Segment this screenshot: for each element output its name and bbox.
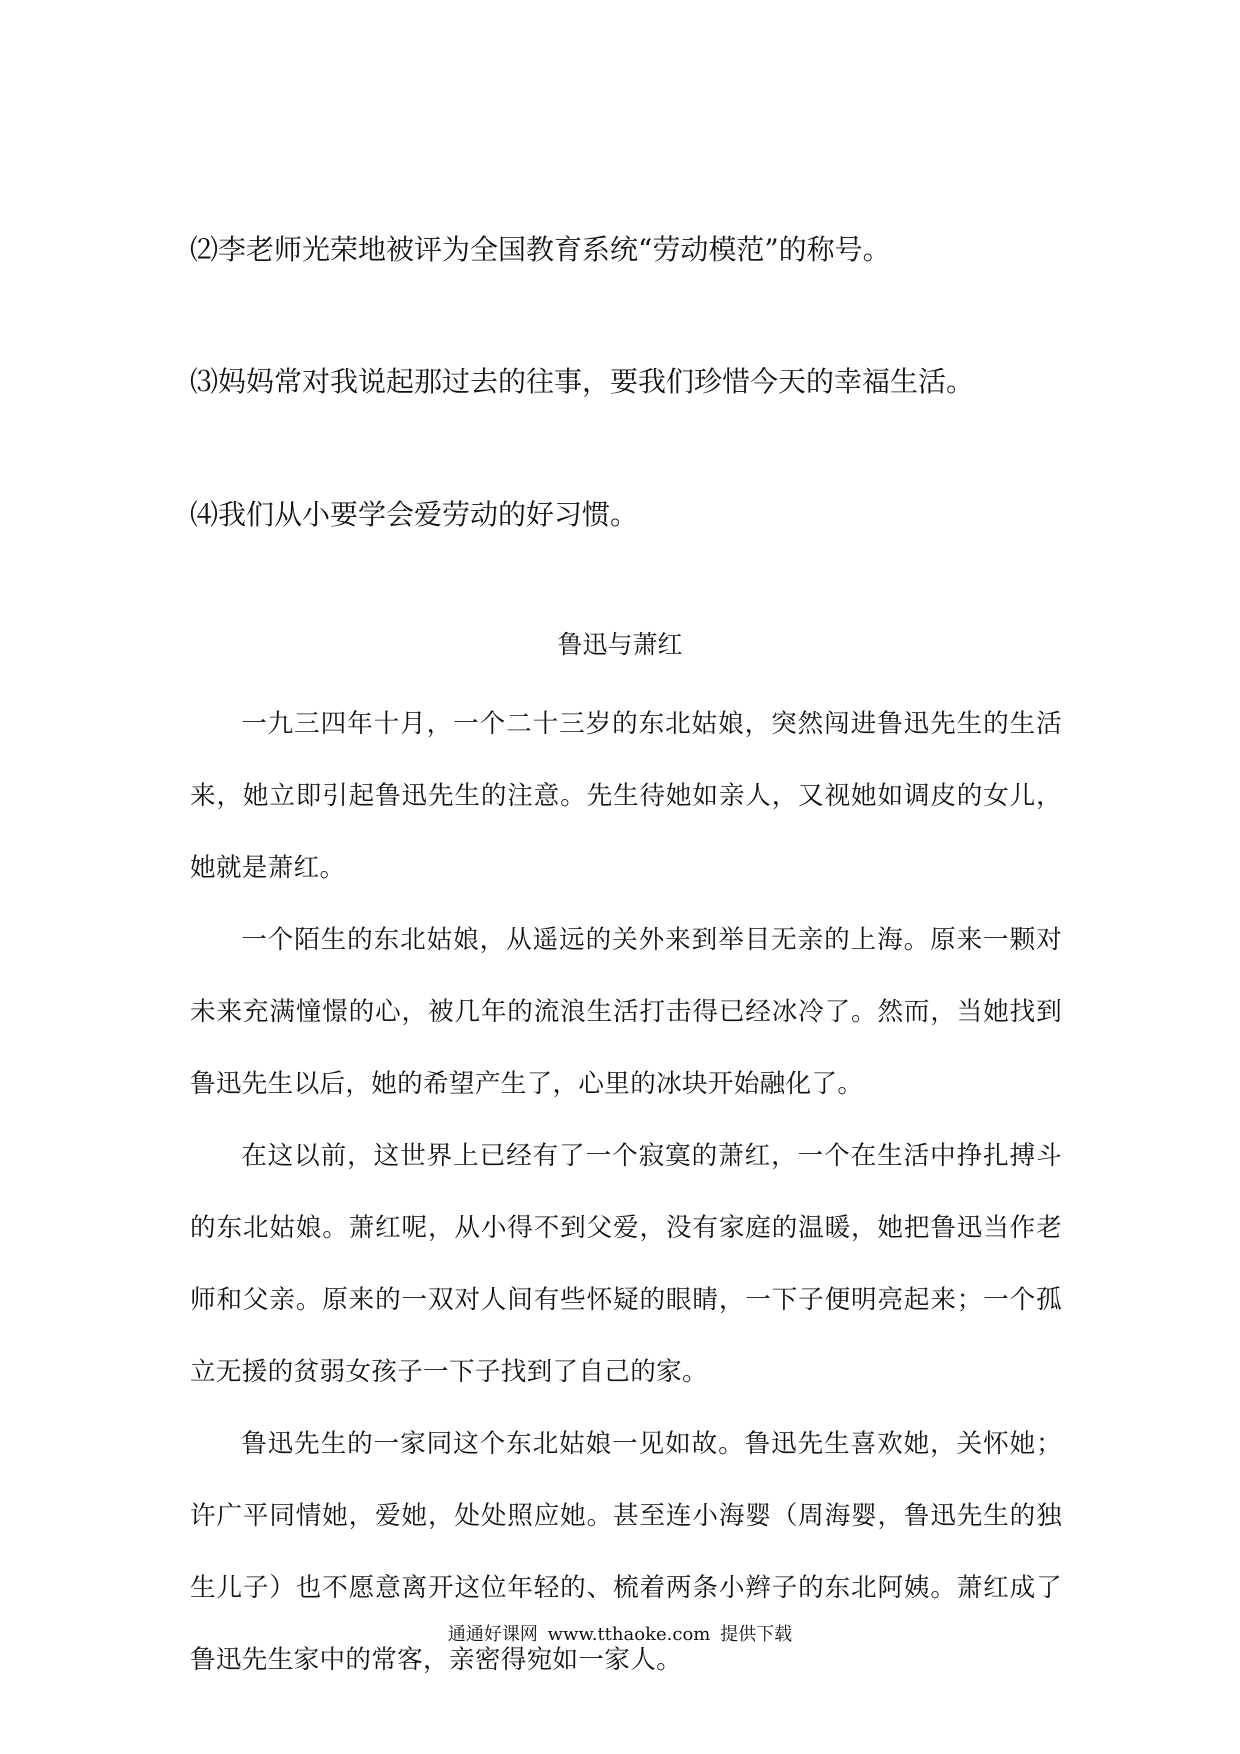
- article-body: [190, 688, 1062, 1696]
- exercise-item-4: ⑷我们从小要学会爱劳动的好习惯。: [190, 498, 639, 531]
- exercise-item-3: ⑶妈妈常对我说起那过去的往事，要我们珍惜今天的幸福生活。: [190, 365, 975, 398]
- exercise-item-2: ⑵李老师光荣地被评为全国教育系统“劳动模范”的称号。: [190, 233, 891, 266]
- article-title: 鲁迅与萧红: [557, 630, 683, 659]
- article-paragraph-1: 一九三四年十月，一个二十三岁的东北姑娘，突然闯进鲁迅先生的生活来，她立即引起鲁迅先生的注意。先生待她如亲人，又视她如调皮的女儿，她就是萧红。: [190, 709, 1062, 883]
- article-paragraph-4: 鲁迅先生的一家同这个东北姑娘一见如故。鲁迅先生喜欢她，关怀她；许广平同情她，爱她，处处照应她。甚至连小海婴（周海婴，鲁迅先生的独生儿子）也不愿意离开这位年轻的、梳着两条小辫子的东北阿姨。萧红成了鲁迅先生家中的常客，亲密得宛如一家人。: [190, 1429, 1062, 1675]
- article-paragraph-2: 一个陌生的东北姑娘，从遥远的关外来到举目无亲的上海。原来一颗对未来充满憧憬的心，被几年的流浪生活打击得已经冰冷了。然而，当她找到鲁迅先生以后，她的希望产生了，心里的冰块开始融化了。: [190, 925, 1062, 1099]
- page-footer: 通通好课网 www.tthaoke.com 提供下载: [447, 1624, 793, 1645]
- article-paragraph-3: 在这以前，这世界上已经有了一个寂寞的萧红，一个在生活中挣扎搏斗的东北姑娘。萧红呢，从小得不到父爱，没有家庭的温暖，她把鲁迅当作老师和父亲。原来的一双对人间有些怀疑的眼睛，一下子便明亮起来；一个孤立无援的贫弱女孩子一下子找到了自己的家。: [190, 1141, 1062, 1387]
